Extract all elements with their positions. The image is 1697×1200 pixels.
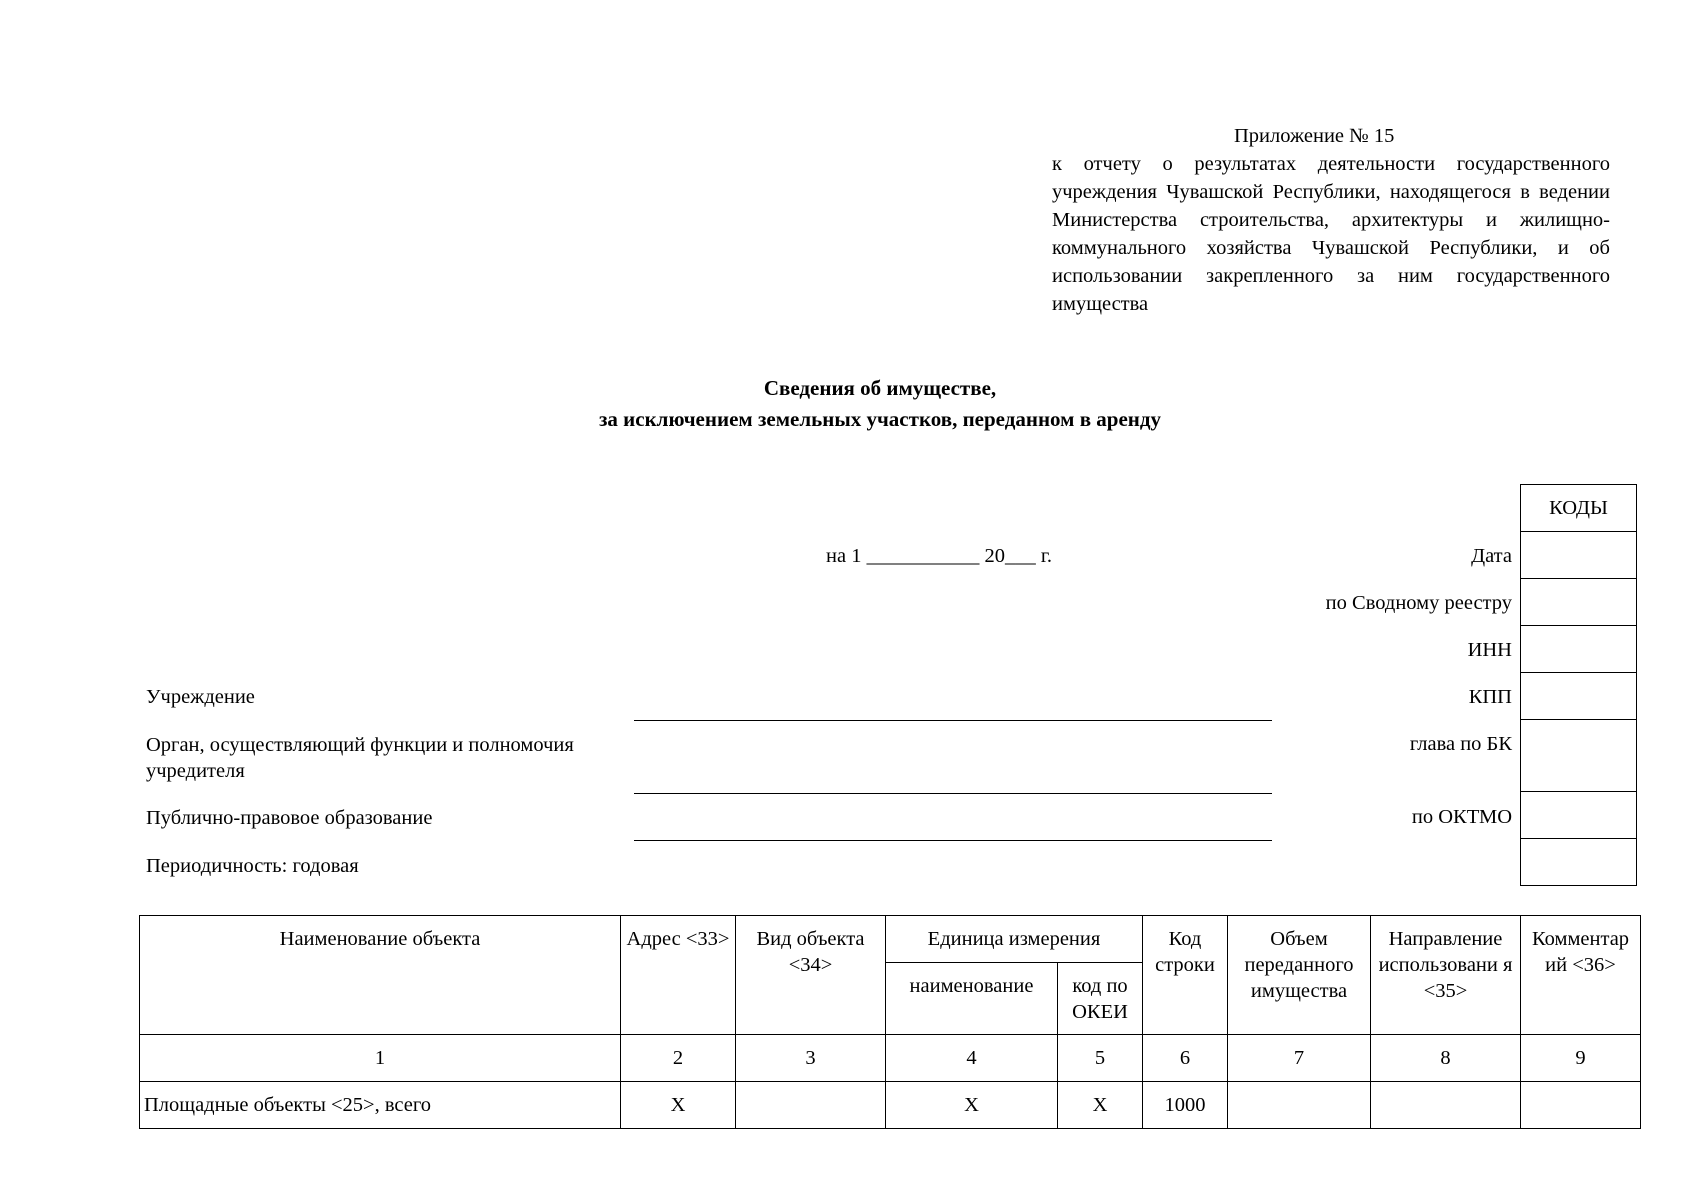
code-cell-kpp[interactable] <box>1521 672 1636 719</box>
property-table <box>139 915 1641 1129</box>
column-number: 9 <box>1521 1035 1641 1082</box>
header-unit-name: наименование <box>886 963 1058 1035</box>
column-number: 1 <box>140 1035 621 1082</box>
header-row-1 <box>140 916 1641 963</box>
code-cell-extra[interactable] <box>1521 838 1636 885</box>
header-object-name: Наименование объекта <box>140 916 621 1035</box>
codes-header: КОДЫ <box>1549 497 1608 519</box>
code-label-bk-chapter: глава по БК <box>1409 733 1512 755</box>
header-row-code: Код строки <box>1143 916 1228 1035</box>
appendix-title: Приложение № 15 <box>1234 125 1395 147</box>
code-cell-date[interactable] <box>1521 531 1636 578</box>
code-cell-inn[interactable] <box>1521 625 1636 672</box>
cell-address: X <box>621 1082 736 1129</box>
column-number: 4 <box>886 1035 1058 1082</box>
codes-box <box>1520 484 1637 886</box>
document-title-line-2: за исключением земельных участков, переданном в аренду <box>598 407 1162 431</box>
column-number: 3 <box>736 1035 886 1082</box>
table-row <box>140 1082 1641 1129</box>
document-title-line-1: Сведения об имуществе, <box>763 376 997 400</box>
report-date-line: на 1 ___________ 20___ г. <box>826 545 1053 567</box>
header-object-type: Вид объекта <34> <box>736 916 886 1035</box>
column-number: 7 <box>1228 1035 1371 1082</box>
founder-input-line[interactable] <box>634 793 1272 794</box>
code-label-inn: ИНН <box>1467 639 1512 661</box>
column-number-row <box>140 1035 1641 1082</box>
institution-input-line[interactable] <box>634 720 1272 721</box>
municipality-label: Публично-правовое образование <box>146 807 433 829</box>
cell-object-name: Площадные объекты <25>, всего <box>140 1082 621 1129</box>
header-direction: Направление использовани я <35> <box>1371 916 1521 1035</box>
cell-direction[interactable] <box>1371 1082 1521 1129</box>
cell-object-type[interactable] <box>736 1082 886 1129</box>
cell-comment[interactable] <box>1521 1082 1641 1129</box>
column-number: 2 <box>621 1035 736 1082</box>
header-unit: Единица измерения <box>886 916 1143 963</box>
code-label-kpp: КПП <box>1468 686 1512 708</box>
code-cell-bk-chapter[interactable] <box>1521 719 1636 791</box>
header-comment: Комментар ий <36> <box>1521 916 1641 1035</box>
appendix-text: к отчету о результатах деятельности государственного учреждения Чувашской Республики, находящегося в ведении Министерства строительства, архитектуры и жилищно-коммунального хозяйства Чувашской Республики, и об использовании закрепленного за ним государственного имущества <box>1052 153 1610 315</box>
cell-volume[interactable] <box>1228 1082 1371 1129</box>
header-unit-okei: код по ОКЕИ <box>1058 963 1143 1035</box>
cell-unit-name: X <box>886 1082 1058 1129</box>
code-cell-oktmo[interactable] <box>1521 791 1636 838</box>
code-label-date: Дата <box>1471 545 1512 567</box>
founder-label <box>146 732 574 784</box>
code-label-oktmo: по ОКТМО <box>1411 806 1512 828</box>
code-label-registry: по Сводному реестру <box>1325 592 1512 614</box>
cell-unit-okei: X <box>1058 1082 1143 1129</box>
periodicity-label: Периодичность: годовая <box>146 855 359 877</box>
column-number: 6 <box>1143 1035 1228 1082</box>
document-title <box>0 373 1697 435</box>
cell-row-code: 1000 <box>1143 1082 1228 1129</box>
municipality-input-line[interactable] <box>634 840 1272 841</box>
header-volume: Объем переданного имущества <box>1228 916 1371 1035</box>
founder-label-line-2: учредителя <box>146 760 245 782</box>
header-address: Адрес <33> <box>621 916 736 1035</box>
founder-label-line-1: Орган, осуществляющий функции и полномочия <box>146 734 574 756</box>
institution-label: Учреждение <box>146 686 255 708</box>
column-number: 5 <box>1058 1035 1143 1082</box>
column-number: 8 <box>1371 1035 1521 1082</box>
code-cell-registry[interactable] <box>1521 578 1636 625</box>
